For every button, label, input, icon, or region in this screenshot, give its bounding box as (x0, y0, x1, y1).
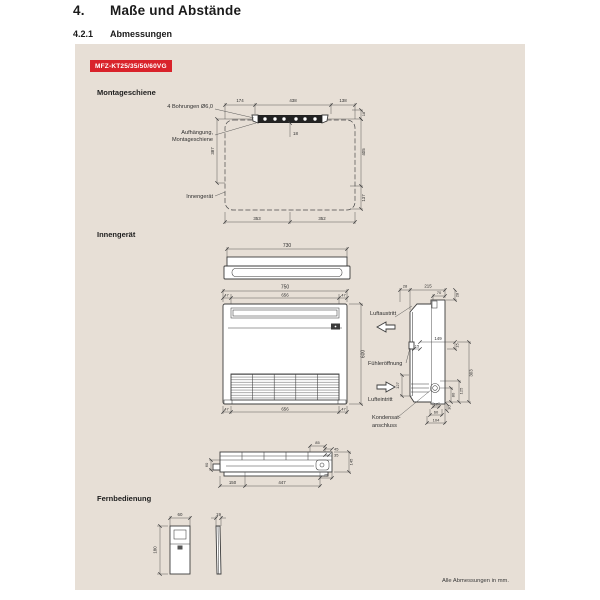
air-outlet-label: Luftaustritt (370, 311, 397, 317)
dim-text: 180 (152, 546, 158, 554)
dim-text: 35 (334, 452, 339, 458)
dim-text: 60 (177, 512, 183, 517)
dim-text: 600 (360, 349, 367, 359)
right-height-dimensions (350, 119, 366, 209)
remote-button (178, 546, 183, 550)
units-note: Alle Abmessungen in mm. (441, 578, 509, 584)
air-inlet-arrow-icon (377, 382, 395, 392)
dim-text: 18 (293, 131, 298, 136)
dim-text: 80 (450, 392, 456, 398)
dim-text: 138 (339, 98, 347, 103)
dim-text: 47 (341, 406, 346, 412)
subsection-title: Abmessungen (110, 29, 173, 39)
fernbedienung-title: Fernbedienung (97, 494, 152, 503)
dim-text: 70 (436, 290, 442, 296)
dim-text: 352 (318, 216, 326, 221)
dim-text: 47 (341, 292, 346, 298)
dim-text: 28 (402, 283, 408, 289)
montageschiene-title: Montageschiene (97, 88, 156, 97)
model-badge: MFZ-KT25/35/50/60VG (90, 60, 172, 72)
dim-text: 145 (348, 458, 354, 466)
dim-text: 405 (361, 148, 366, 156)
dim-text: 15 (454, 343, 460, 348)
dim-text: 47 (224, 292, 229, 298)
sensor-opening-label: Fühleröffnung (368, 361, 403, 367)
section-number: 4. (73, 3, 85, 18)
dim-text: 28 (454, 292, 460, 298)
dim-text: 149 (434, 336, 442, 341)
montageschiene-drawing (125, 90, 375, 230)
dim-text: 45 (334, 446, 339, 452)
section-title: Maße und Abstände (110, 3, 242, 18)
remote-side-view (211, 512, 226, 574)
hanger-label-line2: Montageschiene (171, 137, 213, 143)
dim-text: 730 (282, 243, 292, 249)
dim-text: 60 (433, 409, 439, 415)
drain-label-line2: anschluss (372, 423, 397, 429)
dim-text: 656 (281, 292, 289, 298)
inlet-grille (231, 374, 339, 400)
dim-text: 215 (424, 283, 432, 289)
dim-text: 75 (323, 472, 329, 478)
dim-text: 438 (289, 98, 297, 103)
dim-text: 60 (204, 462, 209, 468)
dim-text: 104 (432, 417, 440, 423)
sensor-opening-mark (409, 342, 414, 349)
air-inlet-label: Lufteintritt (368, 397, 393, 403)
subsection-number: 4.2.1 (73, 29, 94, 39)
drain-label-line1: Kondensat- (372, 415, 401, 421)
dim-text: 150 (228, 480, 237, 485)
bottom-dimensions (225, 212, 355, 224)
hanger-label-line1: Aufhängung, (181, 130, 213, 136)
dim-text: 750 (280, 284, 290, 291)
section-heading (73, 3, 241, 18)
remote-front-view (153, 512, 191, 574)
dim-text: 303 (468, 369, 474, 377)
dim-text: 447 (278, 480, 286, 485)
innengeraet-title: Innengerät (97, 230, 136, 239)
dim-text: 174 (236, 98, 244, 103)
dim-text: 125 (458, 387, 464, 395)
dim-text: 12 (433, 401, 439, 407)
mounting-rail (252, 115, 361, 123)
dim-text: 19 (216, 512, 221, 517)
bottom-view (204, 440, 354, 487)
dim-text: 15 (414, 343, 420, 349)
dim-text: 127 (395, 382, 400, 389)
rail-top-offset-dimension (352, 110, 366, 119)
dim-text: 387 (210, 147, 215, 155)
dim-text: 30 (446, 405, 452, 410)
fernbedienung-drawing (130, 504, 250, 590)
content-panel (75, 44, 525, 590)
dim-text: 47 (224, 406, 229, 412)
dim-text: 18 (361, 111, 366, 117)
left-height-dimension (210, 119, 253, 183)
side-view (368, 284, 474, 430)
indoor-unit-label: Innengerät (186, 194, 213, 200)
innengeraet-drawing (125, 238, 515, 508)
subsection-heading (73, 29, 172, 39)
dim-text: 85 (315, 440, 320, 445)
air-outlet-arrow-icon (377, 322, 395, 332)
top-view (224, 243, 350, 279)
front-view (223, 285, 367, 415)
hole-offset-dimension (290, 123, 298, 137)
dim-text: 353 (253, 216, 261, 221)
dim-text: 656 (281, 406, 289, 412)
dim-text: 137 (361, 194, 366, 202)
holes-label: 4 Bohrungen Ø6,0 (167, 104, 213, 110)
